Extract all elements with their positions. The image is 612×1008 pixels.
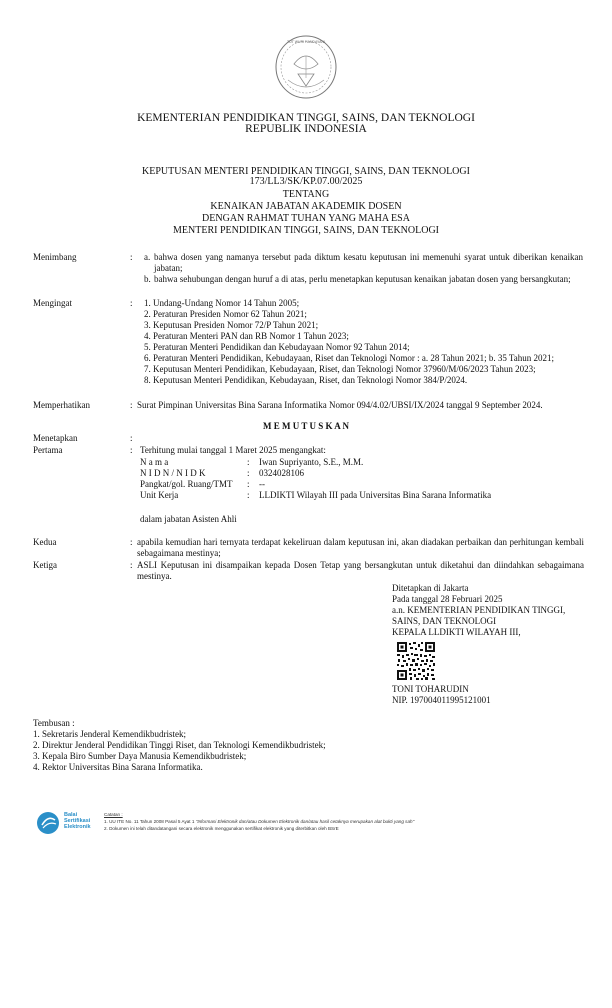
mengingat-item: 3. Keputusan Presiden Nomor 72/P Tahun 2021; (144, 320, 319, 330)
mengingat-item: 6. Peraturan Menteri Pendidikan, Kebudayaan, Riset dan Teknologi Nomor : a. 28 Tahun 2021; b. 35 Tahun 2021; (144, 353, 555, 363)
footer-note-2: 2. Dokumen ini telah ditandatangani secara elektronik menggunakan sertifikat elektronik yang diterbitkan oleh BSrE (104, 826, 339, 831)
mengingat-label: Mengingat (33, 298, 72, 308)
footer-catatan: Catatan : (104, 812, 123, 817)
decree-grace: DENGAN RAHMAT TUHAN YANG MAHA ESA (202, 213, 410, 224)
sign-on-behalf-2: SAINS, DAN TEKNOLOGI (392, 616, 497, 626)
field-colon: : (247, 468, 250, 478)
sign-place: Ditetapkan di Jakarta (392, 583, 469, 593)
sign-date: Pada tanggal 28 Februari 2025 (392, 594, 503, 604)
seal-text: TUT WURI HANDAYANI (287, 40, 325, 44)
menimbang-label: Menimbang (33, 252, 77, 262)
memperhatikan-label: Memperhatikan (33, 400, 90, 410)
tembusan-label: Tembusan : (33, 718, 75, 728)
field-colon: : (247, 490, 250, 500)
bsre-logo-line: Sertifikasi (64, 818, 91, 824)
field-value-pangkat: -- (259, 479, 265, 489)
decree-number: 173/LL3/SK/KP.07.00/2025 (249, 176, 363, 187)
mengingat-item: 2. Peraturan Presiden Nomor 62 Tahun 2021; (144, 309, 307, 319)
mengingat-item: 1. Undang-Undang Nomor 14 Tahun 2005; (144, 298, 300, 308)
qr-code (397, 642, 435, 680)
field-label-nidn: N I D N / N I D K (140, 468, 206, 478)
menimbang-item-b: bahwa sehubungan dengan huruf a di atas, perlu menetapkan keputusan kenaikan jabatan dosen yang bersangkutan; (154, 274, 571, 284)
footer-note-1 (104, 819, 414, 825)
mengingat-colon: : (130, 298, 133, 308)
decree-minister: MENTERI PENDIDIKAN TINGGI, SAINS, DAN TEKNOLOGI (173, 225, 439, 236)
menimbang-marker-b: b. (144, 274, 151, 284)
decree-title: KEPUTUSAN MENTERI PENDIDIKAN TINGGI, SAINS, DAN TEKNOLOGI (142, 166, 470, 177)
footer-note-1-prefix: 1. UU ITE No. 11 Tahun 2008 Pasal 5 Ayat 1 (104, 819, 195, 824)
field-colon: : (247, 457, 250, 467)
field-label-nama: N a m a (140, 457, 169, 467)
bsre-logo-line: Balai (64, 812, 78, 818)
pertama-label: Pertama (33, 445, 63, 455)
tembusan-list (33, 729, 433, 773)
tembusan-item: 3. Kepala Biro Sumber Daya Manusia Kemendikbudristek; (33, 751, 247, 761)
pertama-position: dalam jabatan Asisten Ahli (140, 514, 237, 524)
menimbang-colon: : (130, 252, 133, 262)
memutuskan-heading: M E M U T U S K A N (263, 421, 349, 431)
menetapkan-label: Menetapkan (33, 433, 78, 443)
ketiga-label: Ketiga (33, 560, 57, 570)
mengingat-item: 8. Keputusan Menteri Pendidikan, Kebudayaan, Riset, dan Teknologi Nomor 384/P/2024. (144, 375, 468, 385)
republic-heading: REPUBLIK INDONESIA (245, 123, 367, 135)
field-label-pangkat: Pangkat/gol. Ruang/TMT (140, 479, 233, 489)
mengingat-item: 4. Peraturan Menteri PAN dan RB Nomor 1 Tahun 2023; (144, 331, 349, 341)
ministry-heading: KEMENTERIAN PENDIDIKAN TINGGI, SAINS, DAN TEKNOLOGI (137, 112, 475, 124)
kedua-text: apabila kemudian hari ternyata terdapat kekeliruan dalam keputusan ini, akan diadakan perbaikan dan perhitungan kembali sebagaimana mestinya; (137, 537, 584, 558)
field-colon: : (247, 479, 250, 489)
kedua-label: Kedua (33, 537, 57, 547)
menetapkan-colon: : (130, 433, 133, 443)
tembusan-item: 1. Sekretaris Jenderal Kemendikbudristek; (33, 729, 186, 739)
ketiga-text: ASLI Keputusan ini disampaikan kepada Dosen Tetap yang bersangkutan untuk diketahui dan diindahkan sebagaimana mestinya. (137, 560, 584, 581)
field-label-unit: Unit Kerja (140, 490, 179, 500)
footer-note-1-quote: "Informasi Elektronik dan/atau Dokumen Elektronik dan/atau hasil cetaknya merupakan alat bukti yang sah" (195, 819, 415, 824)
decree-about: TENTANG (282, 189, 330, 200)
tembusan-item: 2. Direktur Jenderal Pendidikan Tinggi Riset, dan Teknologi Kemendikbudristek; (33, 740, 326, 750)
sign-office: KEPALA LLDIKTI WILAYAH III, (392, 627, 521, 637)
bsre-logo-text (64, 812, 91, 830)
pertama-colon: : (130, 445, 133, 455)
ketiga-colon: : (130, 560, 133, 570)
sign-on-behalf-1: a.n. KEMENTERIAN PENDIDIKAN TINGGI, (392, 605, 566, 615)
bsre-logo-icon (36, 811, 62, 835)
mengingat-list (144, 298, 584, 386)
sign-name: TONI TOHARUDIN (392, 684, 469, 694)
memperhatikan-colon: : (130, 400, 133, 410)
decree-subject: KENAIKAN JABATAN AKADEMIK DOSEN (210, 201, 402, 212)
field-value-nidn: 0324028106 (259, 468, 304, 478)
tembusan-item: 4. Rektor Universitas Bina Sarana Informatika. (33, 762, 203, 772)
field-value-unit: LLDIKTI Wilayah III pada Universitas Bina Sarana Informatika (259, 490, 492, 500)
qr-code-icon (397, 642, 435, 680)
mengingat-item: 7. Keputusan Menteri Pendidikan, Kebudayaan, Riset, dan Teknologi Nomor 37960/M/06/2023 Tahun 2023; (144, 364, 536, 374)
bsre-logo-line: Elektronik (64, 824, 91, 830)
menimbang-item-a: bahwa dosen yang namanya tersebut pada diktum kesatu keputusan ini memenuhi syarat untuk diberikan kenaikan jabatan; (154, 252, 583, 273)
kedua-colon: : (130, 537, 133, 547)
sign-nip: NIP. 197004011995121001 (392, 695, 491, 705)
pertama-intro: Terhitung mulai tanggal 1 Maret 2025 mengangkat: (140, 445, 326, 455)
bsre-logo (36, 811, 62, 835)
menimbang-marker-a: a. (144, 252, 151, 262)
mengingat-item: 5. Peraturan Menteri Pendidikan dan Kebudayaan Nomor 92 Tahun 2014; (144, 342, 410, 352)
field-value-nama: Iwan Supriyanto, S.E., M.M. (259, 457, 364, 467)
memperhatikan-text: Surat Pimpinan Universitas Bina Sarana Informatika Nomor 094/4.02/UBSI/IX/2024 tanggal 9 September 2024. (137, 400, 543, 410)
